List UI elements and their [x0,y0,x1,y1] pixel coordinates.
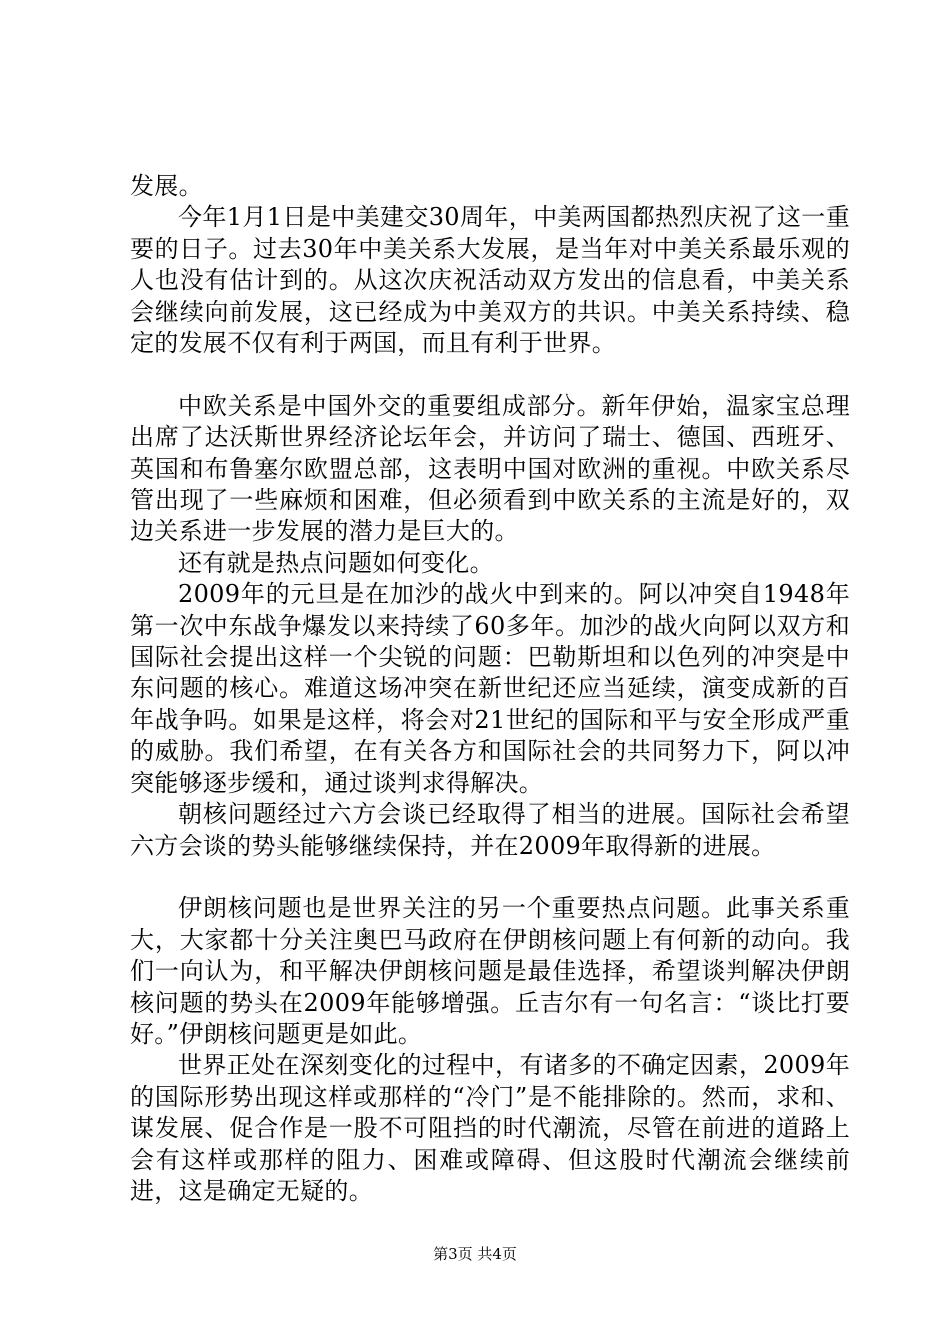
paragraph-gaza-conflict: 2009年的元旦是在加沙的战火中到来的。阿以冲突自1948年第一次中东战争爆发以来持续了60多年。加沙的战火向阿以双方和国际社会提出这样一个尖锐的问题：巴勒斯坦和以色列的冲突是中东问题的核心。难道这场冲突在新世纪还应当延续，演变成新的百年战争吗。如果是这样，将会对21世纪的国际和平与安全形成严重的威胁。我们希望，在有关各方和国际社会的共同努力下，阿以冲突能够逐步缓和，通过谈判求得解决。 [130,580,850,797]
paragraph-gap [130,359,850,390]
page-number-footer: 第3页 共4页 [433,1245,517,1263]
paragraph-sino-us-relations: 今年1月1日是中美建交30周年，中美两国都热烈庆祝了这一重要的日子。过去30年中美关系大发展，是当年对中美关系最乐观的人也没有估计到的。从这次庆祝活动双方发出的信息看，中美关系会继续向前发展，这已经成为中美双方的共识。中美关系持续、稳定的发展不仅有利于两国，而且有利于世界。 [130,203,850,358]
paragraph-korea-nuclear: 朝核问题经过六方会谈已经取得了相当的进展。国际社会希望六方会谈的势头能够继续保持，并在2009年取得新的进展。 [130,800,850,860]
paragraph-continuation: 发展。 [130,172,203,200]
paragraph-hotspot-intro: 还有就是热点问题如何变化。 [178,548,494,577]
paragraph-world-trend: 世界正处在深刻变化的过程中，有诸多的不确定因素，2009年的国际形势出现这样或那样的“冷门”是不能排除的。然而，求和、谋发展、促合作是一股不可阻挡的时代潮流，尽管在前进的道路上会有这样或那样的阻力、困难或障碍、但这股时代潮流会继续前进，这是确定无疑的。 [130,1051,850,1205]
paragraph-iran-nuclear: 伊朗核问题也是世界关注的另一个重要热点问题。此事关系重大，大家都十分关注奥巴马政府在伊朗核问题上有何新的动向。我们一向认为，和平解决伊朗核问题是最佳选择，希望谈判解决伊朗核问题的势头在2009年能够增强。丘吉尔有一句名言：“谈比打要好。”伊朗核问题更是如此。 [130,894,850,1048]
paragraph-china-eu-relations: 中欧关系是中国外交的重要组成部分。新年伊始，温家宝总理出席了达沃斯世界经济论坛年会，并访问了瑞士、德国、西班牙、英国和布鲁塞尔欧盟总部，这表明中国对欧洲的重视。中欧关系尽管出现了一些麻烦和困难，但必须看到中欧关系的主流是好的，双边关系进一步发展的潜力是巨大的。 [130,391,850,546]
paragraph-gap [130,862,850,893]
document-body [130,171,850,1207]
